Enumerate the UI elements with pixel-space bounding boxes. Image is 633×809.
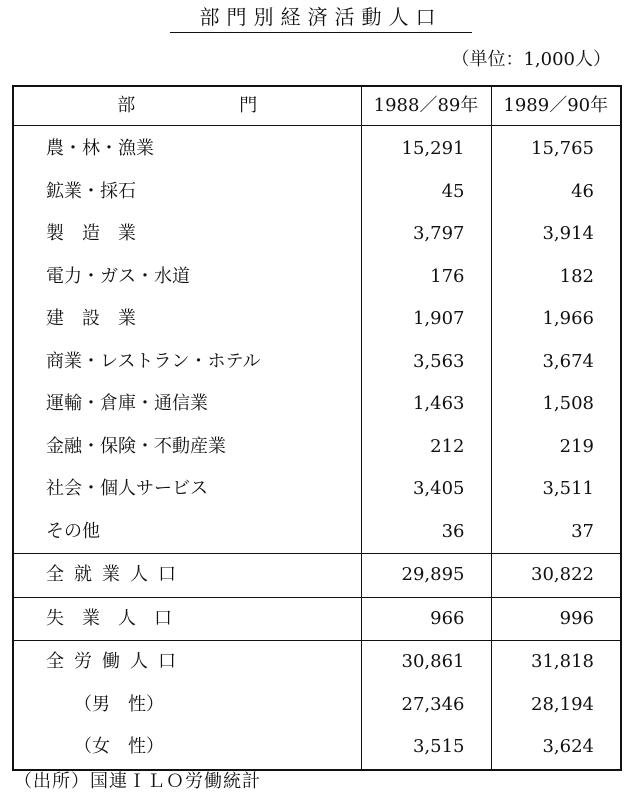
row-value-1989: 1,508 [542,393,594,415]
employed-value-1989: 30,822 [491,554,621,598]
row-value-1989: 37 [571,520,594,542]
header-sector-b: 門 [239,95,258,116]
female-value-1989: 3,624 [542,736,594,758]
employed-row [13,554,621,598]
row-value-1988: 15,291 [361,126,491,171]
row-value-1989: 3,511 [542,478,594,500]
unemployed-label: 失 業 人 口 [13,597,361,641]
unemployed-value-1988: 966 [361,597,491,641]
row-value-1988: 3,797 [361,213,491,256]
row-label: 建 設 業 [13,298,361,341]
table-row [13,256,621,299]
header-row [13,86,621,126]
row-value-1989: 46 [571,180,594,202]
male-label: （男 性） [13,684,361,727]
labor-table [12,85,622,771]
header-sector [13,86,361,126]
male-row [13,684,621,727]
employed-label: 全就業人口 [13,554,361,598]
row-label: 社会・個人サービス [13,468,361,511]
header-year2: 1989／90年 [491,86,621,126]
page-title: 部門別経済活動人口 [170,4,472,33]
table-row [13,171,621,214]
table-row [13,383,621,426]
source-note: （出所）国連ＩＬＯ労働統計 [14,771,261,792]
female-value-1988: 3,515 [361,726,491,770]
table-row [13,213,621,256]
row-label: その他 [13,511,361,554]
labor-row [13,641,621,684]
labor-value-1988: 30,861 [361,641,491,684]
table-row [13,468,621,511]
unit-note: （単位：1,000人） [451,49,611,70]
row-label: 運輸・倉庫・通信業 [13,383,361,426]
header-sector-a: 部 [117,95,136,116]
labor-value-1989: 31,818 [491,641,621,684]
table-row [13,126,621,171]
row-value-1988: 45 [361,171,491,214]
row-value-1989: 15,765 [531,138,594,160]
table-row [13,341,621,384]
unemployed-value-1989: 996 [491,597,621,641]
male-value-1989: 28,194 [531,693,594,715]
table-row [13,511,621,554]
male-value-1988: 27,346 [361,684,491,727]
row-value-1989: 182 [559,265,594,287]
female-label: （女 性） [13,726,361,770]
unemployed-row [13,597,621,641]
row-value-1989: 3,914 [542,223,594,245]
row-label: 鉱業・採石 [13,171,361,214]
row-label: 金融・保険・不動産業 [13,426,361,469]
row-value-1988: 1,463 [361,383,491,426]
header-year1: 1988／89年 [361,86,491,126]
row-value-1988: 3,405 [361,468,491,511]
employed-value-1988: 29,895 [361,554,491,598]
row-label: 製 造 業 [13,213,361,256]
row-value-1988: 3,563 [361,341,491,384]
row-value-1989: 219 [559,435,594,457]
row-value-1989: 3,674 [542,350,594,372]
row-label: 電力・ガス・水道 [13,256,361,299]
row-value-1989: 1,966 [542,308,594,330]
labor-label: 全労働人口 [13,641,361,684]
female-row [13,726,621,770]
table-row [13,298,621,341]
row-value-1988: 212 [361,426,491,469]
row-value-1988: 1,907 [361,298,491,341]
row-value-1988: 176 [361,256,491,299]
row-label: 農・林・漁業 [13,126,361,171]
table-row [13,426,621,469]
row-value-1988: 36 [361,511,491,554]
row-label: 商業・レストラン・ホテル [13,341,361,384]
